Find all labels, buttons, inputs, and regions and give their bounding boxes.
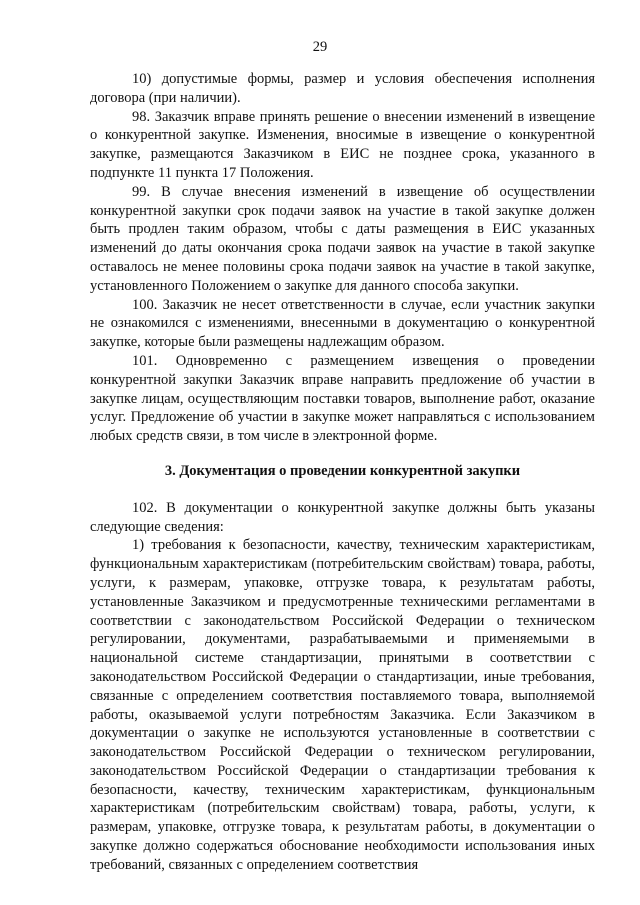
paragraph-item-10: 10) допустимые формы, размер и условия обеспечения исполнения договора (при наличии). (90, 71, 595, 106)
page-number: 29 (312, 39, 328, 55)
section-heading: 3. Документация о проведении конкурентной закупки (164, 462, 521, 479)
document-body (90, 70, 595, 875)
paragraph-101: 101. Одновременно с размещением извещения о проведении конкурентной закупки Заказчик вправе направить предложение об участии в закупке лицам, осуществляющим поставки товаров, выполнение работ, оказание услуг. Предложение об участии в закупке может направляться с использованием любых средств связи, в том числе в электронной форме. (90, 352, 595, 445)
paragraph-102: 102. В документации о конкурентной закупке должны быть указаны следующие сведения: (90, 499, 595, 535)
paragraph-99: 99. В случае внесения изменений в извещение об осуществлении конкурентной закупки срок подачи заявок на участие в такой закупке должен быть продлен таким образом, чтобы с даты размещения в ЕИС указанных изменений до даты окончания срока подачи заявок на участие в такой закупке оставалось не менее половины срока подачи заявок на участие в такой закупке, установленного Положением о закупке для данного способа закупки. (90, 183, 595, 294)
paragraph-100: 100. Заказчик не несет ответственности в случае, если участник закупки не ознакомился с изменениями, внесенными в документацию о конкурентной закупке, которые были размещены надлежащим образом. (90, 296, 595, 351)
paragraph-102-item-1: 1) требования к безопасности, качеству, техническим характеристикам, функциональным характеристикам (потребительским свойствам) товара, работы, услуги, к размерам, упаковке, отгрузке товара, к результатам работы, установленные Заказчиком и предусмотренные техническими регламентами в соответствии с законодательством Российской Федерации о техническом регулировании, документами, разрабатываемыми и применяемыми в национальной системе стандартизации, принятыми в соответствии с законодательством Российской Федерации о стандартизации, иные требования, связанные с определением соответствия поставляемого товара, выполняемой работы, оказываемой услуги потребностям Заказчика. Если Заказчиком в документации о закупке не используются установленные в соответствии с законодательством Российской Федерации о техническом регулировании, законодательством Российской Федерации о стандартизации требования к безопасности, качеству, техническим характеристикам, функциональным характеристикам (потребительским свойствам) товара, работы, услуги, к размерам, упаковке, отгрузке товара, к результатам работы, в документации о закупке должно содержаться обоснование необходимости использования иных требований, связанных с определением соответствия (90, 537, 595, 873)
paragraph-98: 98. Заказчик вправе принять решение о внесении изменений в извещение о конкурентной закупке. Изменения, вносимые в извещение о конкурентной закупке, размещаются Заказчиком в ЕИС не позднее срока, указанного в подпункте 11 пункта 17 Положения. (90, 108, 595, 181)
